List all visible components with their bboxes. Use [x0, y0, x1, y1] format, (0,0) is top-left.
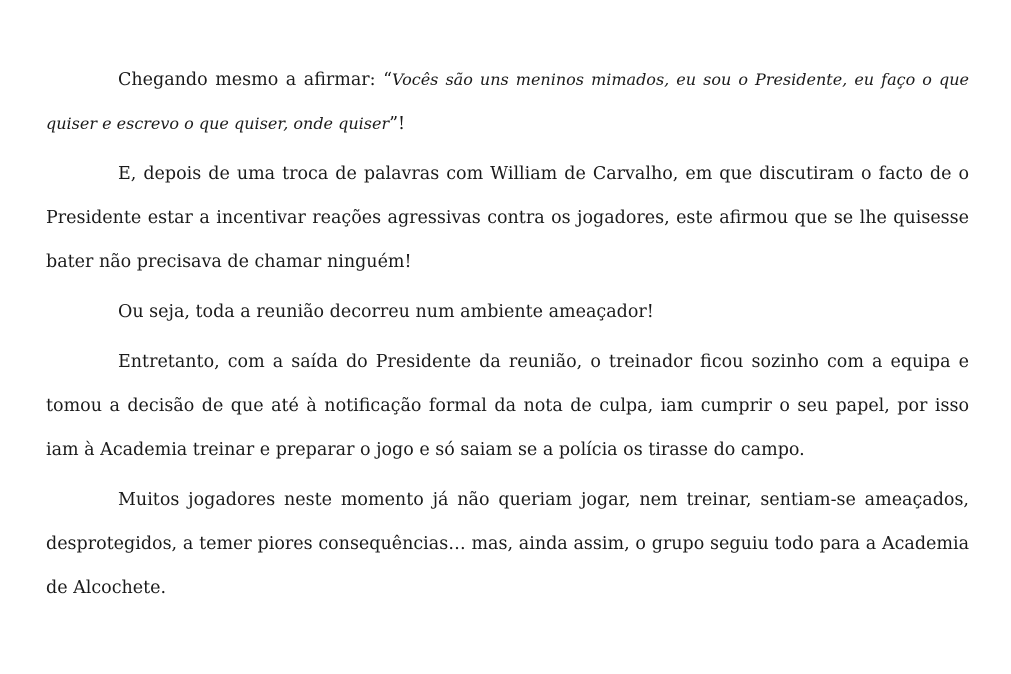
paragraph-1-intro: Chegando mesmo a afirmar: “ [118, 70, 393, 90]
paragraph-5: Muitos jogadores neste momento já não queriam jogar, nem treinar, sentiam-se ameaçados, desprotegidos, a temer piores consequências… mas, ainda assim, o grupo seguiu todo para a Academia de Alcochete. [46, 490, 969, 598]
paragraph-1 [46, 58, 969, 146]
paragraph-1-closing: ”! [389, 114, 406, 134]
paragraph-3: Ou seja, toda a reunião decorreu num ambiente ameaçador! [118, 302, 654, 322]
document-body [46, 58, 969, 616]
paragraph-4: Entretanto, com a saída do Presidente da reunião, o treinador ficou sozinho com a equipa e tomou a decisão de que até à notificação formal da nota de culpa, iam cumprir o seu papel, por isso iam à Academia treinar e preparar o jogo e só saiam se a polícia os tirasse do campo. [46, 352, 969, 460]
paragraph-1-quote: Vocês são uns meninos mimados, eu sou o Presidente, eu faço o que quiser e escrevo o que quiser, onde quiser [46, 70, 969, 133]
paragraph-2: E, depois de uma troca de palavras com William de Carvalho, em que discutiram o facto de o Presidente estar a incentivar reações agressivas contra os jogadores, este afirmou que se lhe quisesse bater não precisava de chamar ninguém! [46, 164, 969, 272]
